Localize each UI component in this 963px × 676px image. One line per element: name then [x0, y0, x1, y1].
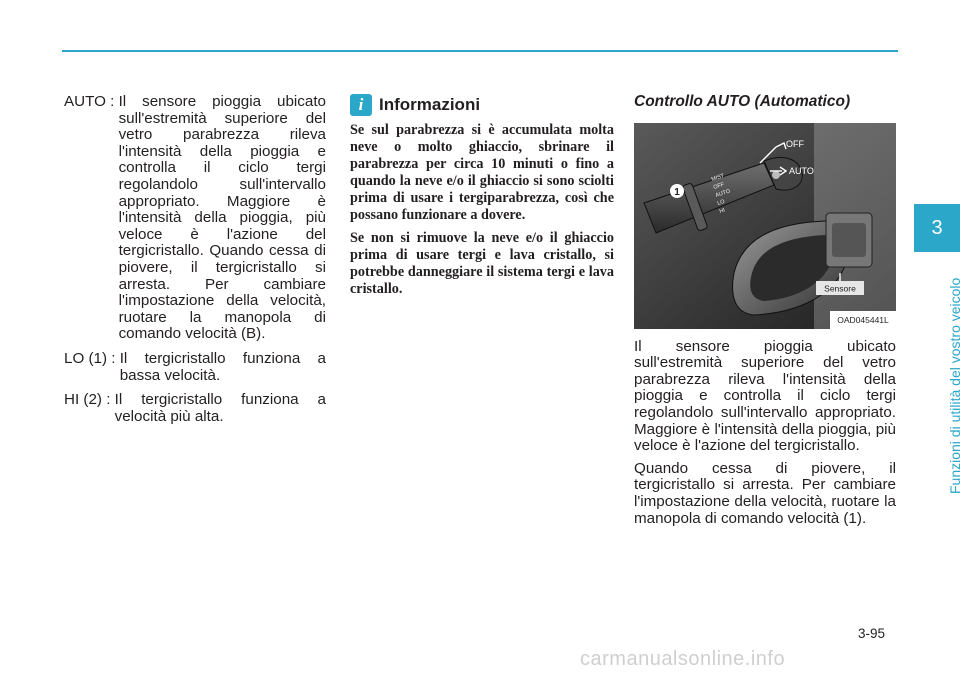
rain-sensor [832, 223, 866, 257]
auto-paragraph-2: Quando cessa di piovere, il tergicristallo si arresta. Per cambiare l'impostazione della velocità, ruotare la manopola di comando velocità (1). [634, 459, 896, 527]
term-lo: LO (1) : [64, 349, 120, 367]
stalk-mark-hi: HI [718, 207, 726, 215]
info-title: Informazioni [379, 94, 481, 114]
label-off: OFF [786, 138, 804, 149]
label-sensor: Sensore [824, 283, 856, 294]
info-icon: i [350, 94, 372, 116]
term-auto: AUTO : [64, 93, 119, 110]
info-paragraph-2: Se non si rimuove la neve e/o il ghiaccio prima di usare tergi e lava cristallo, si potrebbe danneggiare il sistema tergi e lava cristallo. [350, 230, 614, 297]
knob-number: 1 [674, 186, 680, 198]
side-title-text: Funzioni di utilità del vostro veicolo [947, 277, 963, 494]
list-item [64, 351, 326, 384]
chapter-tab: 3 [914, 204, 960, 252]
wiper-stalk-photo [634, 123, 896, 329]
stalk-tip-highlight [772, 171, 780, 179]
stalk-mark-auto: AUTO [714, 188, 732, 199]
stalk-mark-lo: LO [716, 198, 726, 207]
wiper-modes-list [64, 94, 326, 433]
stalk-illustration [634, 123, 896, 329]
auto-paragraph-1: Il sensore pioggia ubicato sull'estremità superiore del vetro parabrezza rileva l'intensità della pioggia e controlla il ciclo tergi regolandolo sull'intervallo appropriato. Maggiore è l'intensità della pioggia, più veloce è l'azione del tergicristallo. [634, 337, 896, 455]
list-item [64, 392, 326, 425]
image-code: OAD045441L [837, 314, 889, 325]
page-number: 3-95 [858, 626, 886, 641]
desc-hi: Il tergicristallo funziona a velocità più alta. [114, 391, 326, 425]
top-rule [62, 50, 898, 52]
stalk-mark-off: OFF [712, 181, 726, 191]
desc-auto: Il sensore pioggia ubicato sull'estremità superiore del vetro parabrezza rileva l'intensità della pioggia e controlla il ciclo tergi regolandolo sull'intervallo appropriato. Maggiore è l'intensità della pioggia, più veloce è l'azione del tergicristallo. Quando cessa di piovere, il tergicristallo si arresta. Per cambiare l'impostazione della velocità, ruotare la manopola di comando velocità (B). [118, 93, 326, 343]
info-paragraph-1: Se sul parabrezza si è accumulata molta neve o molto ghiaccio, sbrinare il parabrezza per circa 10 minuti o fino a quando la neve e/o il ghiaccio si sono sciolti prima di usare i tergiparabrezza, così che possano funzionare a dovere. [350, 122, 614, 223]
info-header [350, 94, 614, 116]
stalk-mark-mist: MIST [710, 172, 726, 183]
desc-lo: Il tergicristallo funziona a bassa velocità. [119, 349, 326, 384]
label-auto: AUTO [789, 165, 814, 176]
auto-control-section [634, 94, 896, 527]
watermark: carmanualsonline.info [580, 648, 786, 670]
term-hi: HI (2) : [64, 391, 115, 409]
info-box [350, 94, 614, 304]
list-item [64, 94, 326, 343]
side-title [930, 254, 963, 494]
section-title: Controllo AUTO (Automatico) [634, 93, 851, 110]
